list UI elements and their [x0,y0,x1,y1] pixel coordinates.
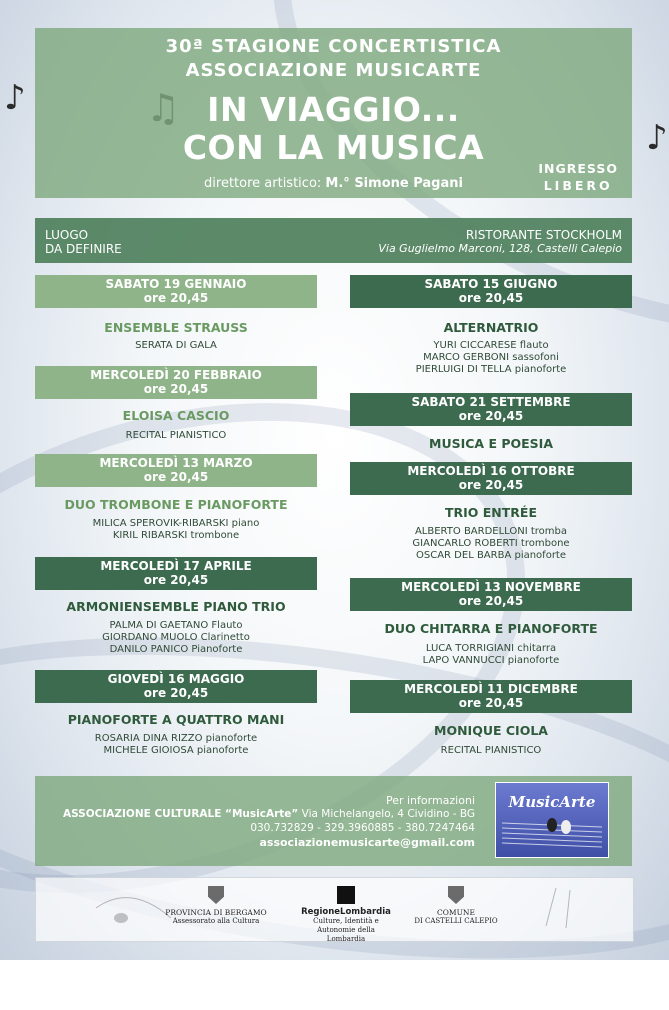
venue-left-line-1: LUOGO [45,228,89,242]
performer: OSCAR DEL BARBA pianoforte [416,550,566,561]
performer: SERATA DI GALA [135,340,217,351]
event-date-bar [350,578,632,611]
performer: LUCA TORRIGIANI chitarra [425,643,557,654]
performer: MARCO GERBONI sassofoni [423,352,559,363]
venue-right [378,228,622,256]
event-time: ore 20,45 [458,478,524,492]
event-title: ALTERNATRIO [443,320,539,335]
event-title: TRIO ENTRÉE [444,505,537,520]
performer: MICHELE GIOIOSA pianoforte [103,745,249,756]
performer: KIRIL RIBARSKI trombone [112,530,240,541]
sponsor-name: RegioneLombardia [301,907,391,917]
event-title: PIANOFORTE A QUATTRO MANI [67,712,285,727]
performer: ALBERTO BARDELLONI tromba [414,526,568,537]
performer: DANILO PANICO Pianoforte [109,644,243,655]
performer: PIERLUIGI DI TELLA pianoforte [415,364,567,375]
event-performers [35,430,317,442]
phone-numbers: 030.732829 - 329.3960885 - 380.7247464 [250,822,475,834]
event-date: MERCOLEDÌ 20 FEBBRAIO [90,368,262,382]
season-label: 30ª STAGIONE CONCERTISTICA [165,36,502,57]
header-banner [35,28,632,198]
event-date: MERCOLEDÌ 17 APRILE [100,559,252,573]
event-date: MERCOLEDÌ 13 MARZO [99,456,253,470]
staff-icon [496,815,608,855]
assoc-name: ASSOCIAZIONE CULTURALE “MusicArte” [62,808,299,820]
event-title: ARMONIENSEMBLE PIANO TRIO [66,599,286,614]
assoc-address: Via Michelangelo, 4 Cividino - BG [301,808,475,820]
event-date: SABATO 21 SETTEMBRE [411,395,571,409]
event-performers [35,733,317,757]
music-note-icon [526,886,586,931]
event-date-bar [35,557,317,590]
title-line-1: IN VIAGGIO... [207,90,460,129]
event-date-bar [35,275,317,308]
venue-name: RISTORANTE STOCKHOLM [465,228,622,242]
assoc-line [63,808,475,822]
event-time: ore 20,45 [458,696,524,710]
music-note-icon: ♪ [4,78,26,118]
event-time: ore 20,45 [458,291,524,305]
performer: MILICA SPEROVIK-RIBARSKI piano [92,518,260,529]
rosa-camuna-icon [337,886,355,904]
event-title: MUSICA E POESIA [429,436,553,451]
event-date: MERCOLEDÌ 16 OTTOBRE [407,464,575,478]
event-date-bar [35,670,317,703]
event-date-bar [350,680,632,713]
performer: ROSARIA DINA RIZZO pianoforte [94,733,258,744]
event-date: GIOVEDÌ 16 MAGGIO [107,672,245,686]
info-label: Per informazioni [385,794,475,807]
sponsor-regione [286,886,406,944]
event-title: DUO TROMBONE E PIANOFORTE [64,497,288,512]
performer: GIORDANO MUOLO Clarinetto [102,632,250,643]
event-time: ore 20,45 [143,573,209,587]
event-date: MERCOLEDÌ 13 NOVEMBRE [401,580,581,594]
sponsor-sub: Culture, Identità e Autonomie della Lombardia [313,917,379,943]
coat-of-arms-icon [208,886,224,904]
event-date-bar [35,454,317,487]
event-time: ore 20,45 [143,470,209,484]
entry-line-1: INGRESSO [538,161,618,176]
event-date-bar [35,366,317,399]
event-date: MERCOLEDÌ 11 DICEMBRE [404,682,578,696]
logo-text: MusicArte [508,793,596,811]
event-date: SABATO 19 GENNAIO [105,277,247,291]
sponsor-provincia [161,886,271,926]
musicarte-logo [495,782,609,858]
venue-bar [35,218,632,263]
performer: YURI CICCARESE flauto [433,340,549,351]
venue-left-line-2: DA DEFINIRE [45,242,122,256]
sponsor-name: PROVINCIA DI BERGAMO [165,908,267,917]
director-label: direttore artistico: [204,176,322,191]
association-label: ASSOCIAZIONE MUSICARTE [185,60,482,81]
coat-of-arms-icon [448,886,464,904]
performer: RECITAL PIANISTICO [440,745,542,756]
event-performers [350,745,632,757]
event-title: DUO CHITARRA E PIANOFORTE [384,621,598,636]
sponsor-comune [406,886,506,926]
footer-info-panel [35,776,632,866]
music-note-icon: ♪ [646,118,668,158]
event-performers [350,643,632,667]
title-line-2: CON LA MUSICA [182,128,485,167]
event-performers [35,340,317,352]
event-date: SABATO 15 GIUGNO [424,277,558,291]
event-time: ore 20,45 [143,382,209,396]
event-title: MONIQUE CIOLA [434,723,548,738]
entry-line-2: LIBERO [543,178,613,193]
performer: LAPO VANNUCCI pianoforte [422,655,560,666]
event-performers [350,526,632,562]
event-performers [35,620,317,656]
event-title: ELOISA CASCIO [122,408,230,423]
event-title: ENSEMBLE STRAUSS [104,320,248,335]
free-entry-badge [538,160,618,194]
sponsor-name: COMUNE [437,908,475,917]
event-performers [350,340,632,376]
event-performers [35,518,317,542]
event-time: ore 20,45 [143,291,209,305]
email-link[interactable]: associazionemusicarte@gmail.com [259,836,475,849]
event-date-bar [350,275,632,308]
performer: RECITAL PIANISTICO [125,430,227,441]
venue-address: Via Guglielmo Marconi, 128, Castelli Calepio [378,242,622,255]
sponsors-bar [35,877,634,942]
event-date-bar [350,393,632,426]
event-time: ore 20,45 [458,594,524,608]
director-name: M.° Simone Pagani [325,176,463,191]
sponsor-sub: Assessorato alla Cultura [172,917,260,925]
event-date-bar [350,462,632,495]
event-time: ore 20,45 [458,409,524,423]
event-time: ore 20,45 [143,686,209,700]
performer: PALMA DI GAETANO Flauto [109,620,243,631]
venue-left [45,228,122,256]
performer: GIANCARLO ROBERTI trombone [412,538,570,549]
sponsor-sub: DI CASTELLI CALEPIO [414,917,498,925]
